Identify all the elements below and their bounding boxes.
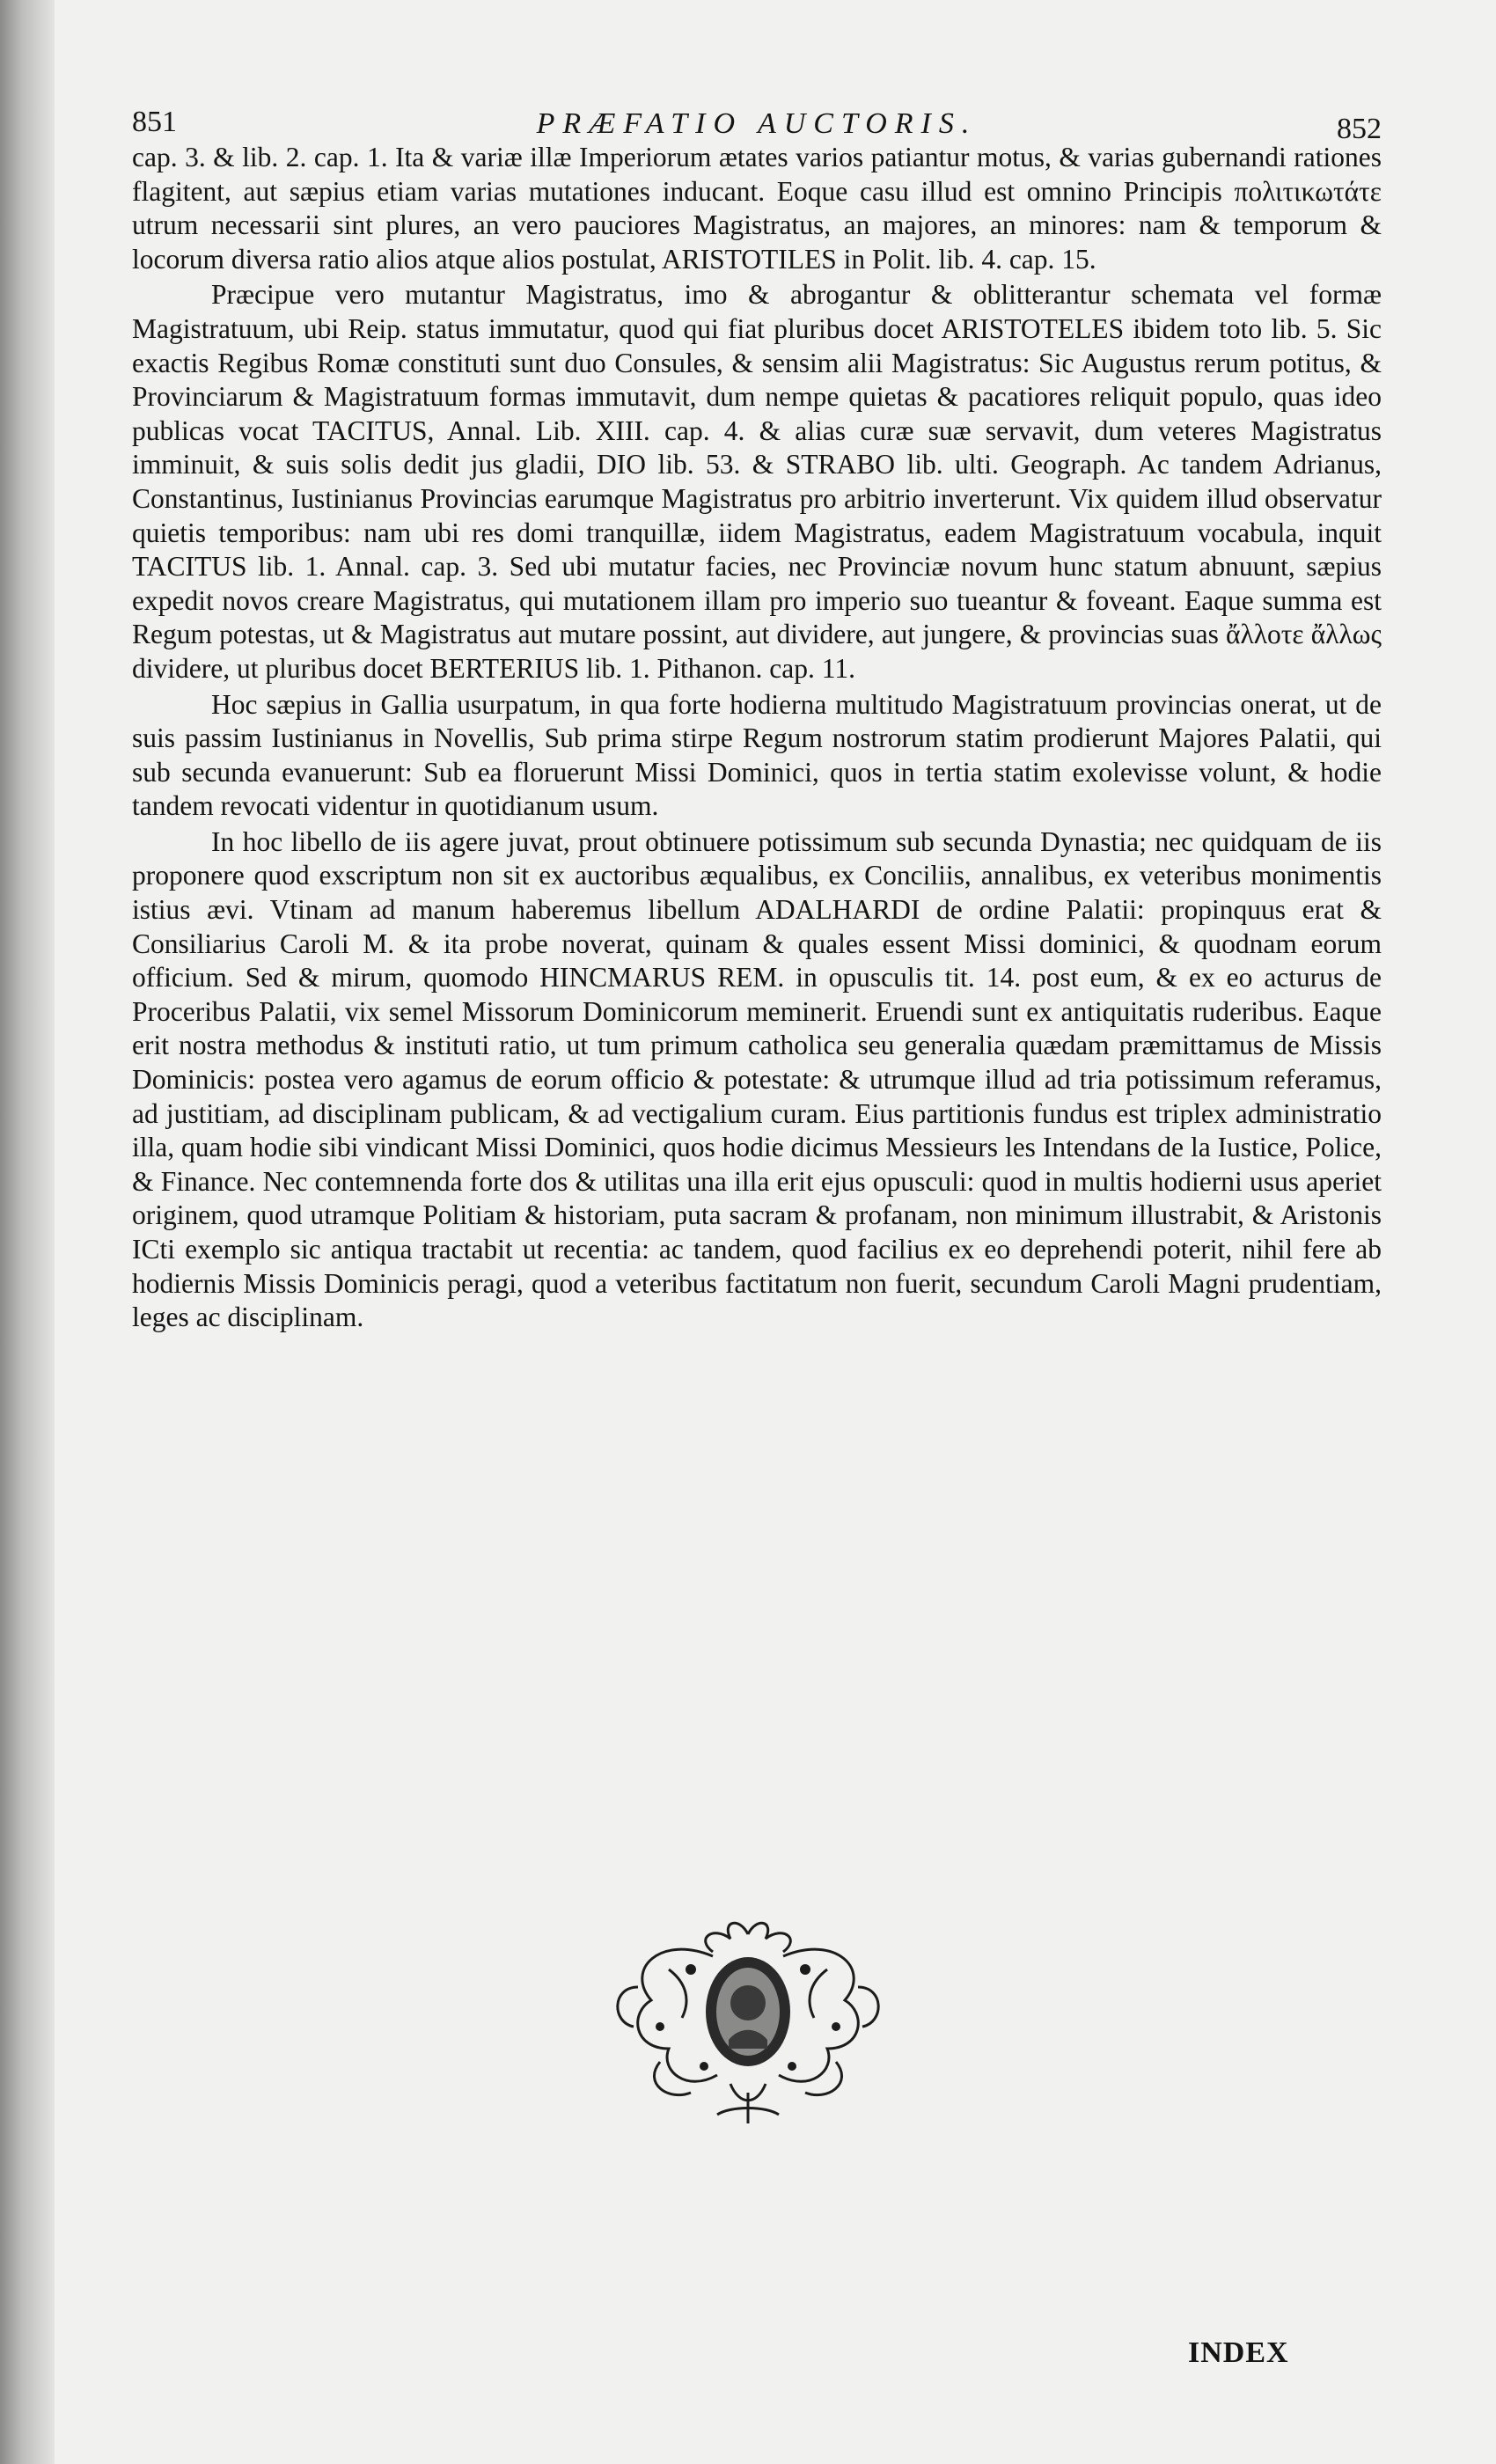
book-gutter-shadow	[0, 0, 55, 2464]
running-head	[132, 99, 1382, 143]
body-text	[132, 141, 1382, 1337]
page-number-left: 851	[132, 106, 177, 138]
paragraph-1: cap. 3. & lib. 2. cap. 1. Ita & variæ illæ Imperiorum ætates varios patiantur motus, & varias gubernandi rationes flagitent, aut sæpius etiam varias mutationes inducant. Eoque casu illud est omnino Principis πολιτικωτάτε utrum necessarii sint plures, an vero pauciores Magistratus, an majores, an minores: nam & temporum & locorum diversa ratio alios atque alios postulat, ARISTOTILES in Polit. lib. 4. cap. 15.	[132, 142, 1382, 275]
ornament-vignette	[607, 1917, 889, 2128]
paragraph-4: In hoc libello de iis agere juvat, prout obtinuere potissimum sub secunda Dynastia; nec quidquam de iis proponere quod exscriptum non sit ex auctoribus æqualibus, ex Conciliis, annalibus, ex veteribus monimentis istius ævi. Vtinam ad manum haberemus libellum ADALHARDI de ordine Palatii: propinquus erat & Consiliarius Caroli M. & ita probe noverat, quinam & quales essent Missi dominici, & quodnam eorum officium. Sed & mirum, quomodo HINCMARUS REM. in opusculis tit. 14. post eum, & ex eo acturus de Proceribus Palatii, vix semel Missorum Dominicorum meminerit. Eruendi sunt ex antiquitatis ruderibus. Eaque erit nostra methodus & instituti ratio, ut tum primum catholica seu generalia quædam præmittamus de Missis Dominicis: postea vero agamus de eorum officio & potestate: & utrumque illud ad tria potissimum referamus, ad justitiam, ad disciplinam publicam, & ad vectigalium curam. Eius partitionis fundus est triplex administratio illa, quam hodie sibi vindicant Missi Dominici, quos hodie dicimus Messieurs les Intendans de la Iustice, Police, & Finance. Nec contemnenda forte dos & utilitas una illa erit ejus opusculi: quod in multis hodierni usus aperiet originem, quod utramque Politiam & historiam, puta sacram & profanam, non minimum illustrabit, & Aristonis ICti exemplo sic antiqua tractabit ut recentia: ac tandem, quod facilius ex eo deprehendi poterit, nihil fere ab hodiernis Missis Dominicis peragi, quod a veteribus factitatum non fuerit, secundum Caroli Magni prudentiam, leges ac disciplinam.	[132, 825, 1382, 1333]
paragraph-3: Hoc sæpius in Gallia usurpatum, in qua forte hodierna multitudo Magistratuum provincias onerat, ut de suis passim Iustinianus in Novellis, Sub prima stirpe Regum nostrorum statim prodierunt Majores Palatii, qui sub secunda evanuerunt: Sub ea floruerunt Missi Dominici, quos in tertia statim exolevisse volunt, & hodie tandem revocati videntur in quotidianum usum.	[132, 688, 1382, 822]
catchword: INDEX	[1188, 2336, 1289, 2369]
paragraph-2: Præcipue vero mutantur Magistratus, imo & abrogantur & oblitterantur schemata vel formæ Magistratuum, ubi Reip. status immutatur, quod qui fiat pluribus docet ARISTOTELES ibidem toto lib. 5. Sic exactis Regibus Romæ constituti sunt duo Consules, & sensim alii Magistratus: Sic Augustus rerum potitus, & Provinciarum & Magistratuum formas immutavit, dum nempe quietas & pacatiores reliquit populo, quas ideo publicas vocat TACITUS, Annal. Lib. XIII. cap. 4. & alias curæ suæ servavit, dum veteres Magistratus imminuit, & suis solis dedit jus gladii, DIO lib. 53. & STRABO lib. ulti. Geograph. Ac tandem Adrianus, Constantinus, Iustinianus Provincias earumque Magistratus pro arbitrio inverterunt. Vix quidem illud observatur quietis temporibus: nam ubi res domi tranquillæ, iidem Magistratus, eadem Magistratuum vocabula, inquit TACITUS lib. 1. Annal. cap. 3. Sed ubi mutatur facies, nec Provinciæ novum hunc statum abnuunt, sæpius expedit novos creare Magistratus, qui mutationem illam pro imperio suo tueantur & foveant. Eaque summa est Regum potestas, ut & Magistratus aut mutare possint, aut dividere, aut jungere, & provincias suas ἄλλοτε ἄλλως dividere, ut pluribus docet BERTERIUS lib. 1. Pithanon. cap. 11.	[132, 279, 1382, 684]
page-title: PRÆFATIO AUCTORIS.	[536, 107, 978, 140]
page-number-right: 852	[1337, 113, 1382, 145]
